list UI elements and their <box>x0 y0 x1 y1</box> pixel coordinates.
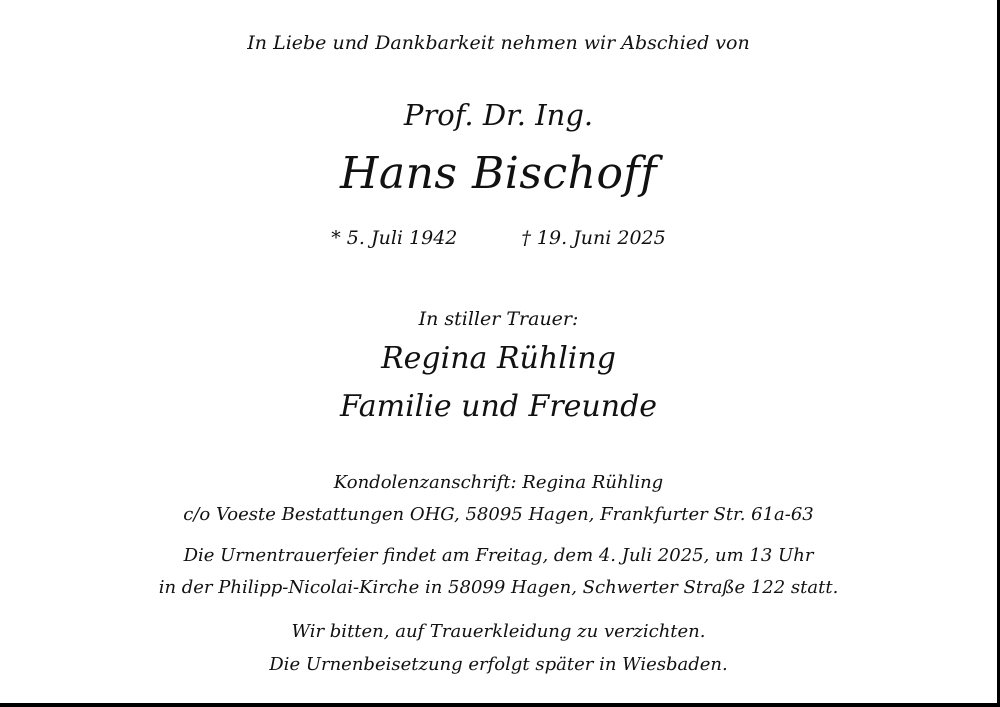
service-info-line: Die Urnentrauerfeier findet am Freitag, dem 4. Juli 2025, um 13 Uhr <box>183 545 814 566</box>
closing-note-line: Wir bitten, auf Trauerkleidung zu verzichten. <box>291 621 706 642</box>
closing-note-line: Die Urnenbeisetzung erfolgt später in Wiesbaden. <box>269 654 728 675</box>
death-date: † 19. Juni 2025 <box>521 227 666 249</box>
mourner-name: Familie und Freunde <box>339 389 658 424</box>
condolence-address-line: c/o Voeste Bestattungen OHG, 58095 Hagen, Frankfurter Str. 61a-63 <box>183 504 814 525</box>
mourners-label: In stiller Trauer: <box>418 308 579 330</box>
intro-text: In Liebe und Dankbarkeit nehmen wir Abschied von <box>247 32 750 54</box>
birth-date: * 5. Juli 1942 <box>331 227 458 249</box>
deceased-title: Prof. Dr. Ing. <box>403 98 594 132</box>
deceased-name: Hans Bischoff <box>339 148 658 199</box>
mourner-name: Regina Rühling <box>381 341 616 376</box>
condolence-address-line: Kondolenzanschrift: Regina Rühling <box>333 472 664 493</box>
life-dates <box>0 229 997 248</box>
service-info-line: in der Philipp-Nicolai-Kirche in 58099 Hagen, Schwerter Straße 122 statt. <box>158 577 839 598</box>
